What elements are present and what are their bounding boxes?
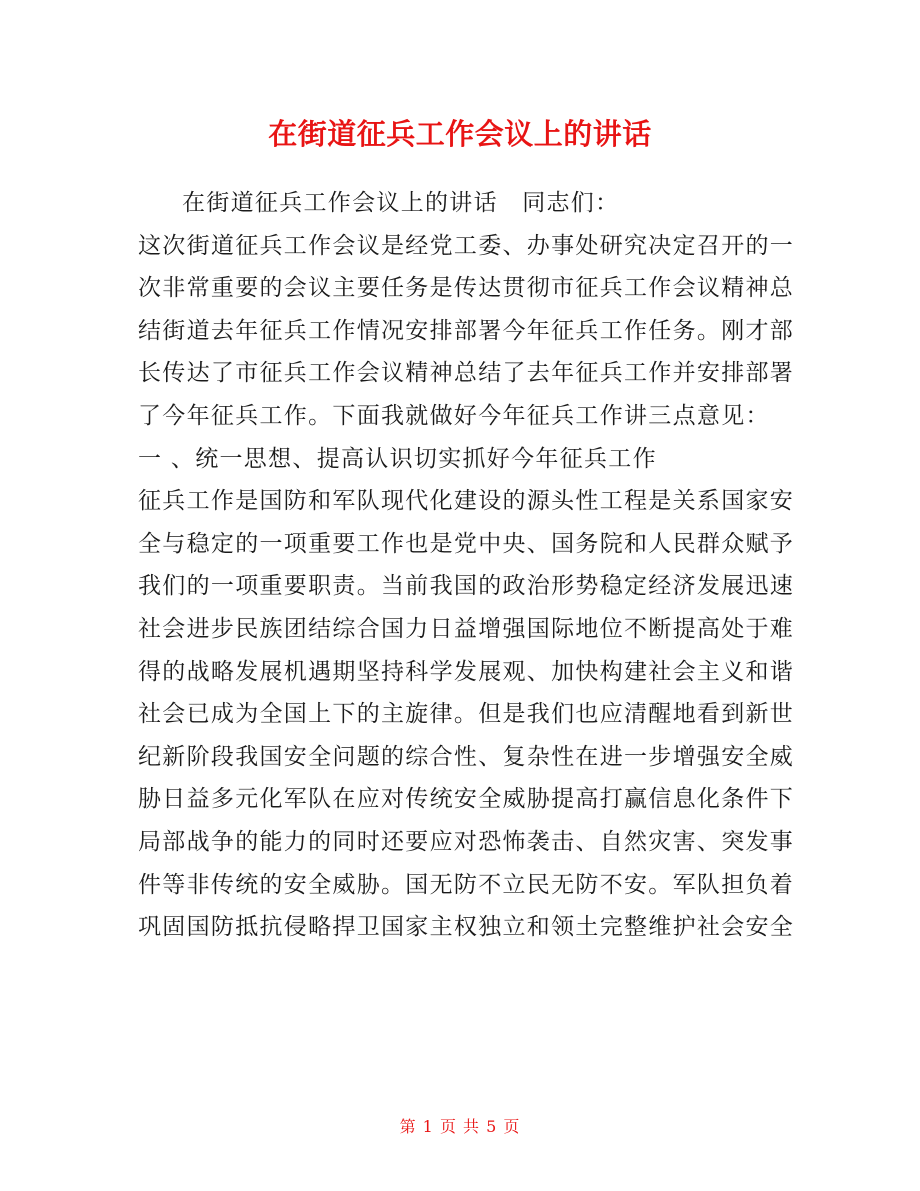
paragraph-line: 得的战略发展机遇期坚持科学发展观、加快构建社会主义和谐 [138,658,795,685]
paragraph-line: 了今年征兵工作。下面我就做好今年征兵工作讲三点意见： [138,402,770,429]
paragraph-line: 这次街道征兵工作会议是经党工委、办事处研究决定召开的一 [138,232,795,259]
paragraph-line: 次非常重要的会议主要任务是传达贯彻市征兵工作会议精神总 [138,275,795,302]
paragraph-line: 胁日益多元化军队在应对传统安全威胁提高打赢信息化条件下 [138,786,795,813]
paragraph-line: 件等非传统的安全威胁。国无防不立民无防不安。军队担负着 [138,871,795,898]
paragraph-line: 长传达了市征兵工作会议精神总结了去年征兵工作并安排部署 [138,360,795,387]
section-heading: 一 、统一思想、提高认识切实抓好今年征兵工作 [138,445,657,472]
paragraph-line: 社会进步民族团结综合国力日益增强国际地位不断提高处于难 [138,615,795,642]
paragraph-line: 社会已成为全国上下的主旋律。但是我们也应清醒地看到新世 [138,701,795,728]
paragraph-line: 我们的一项重要职责。当前我国的政治形势稳定经济发展迅速 [138,573,795,600]
paragraph-line: 全与稳定的一项重要工作也是党中央、国务院和人民群众赋予 [138,530,795,557]
paragraph-line: 巩固国防抵抗侵略捍卫国家主权独立和领土完整维护社会安全 [138,914,795,941]
page-number-footer: 第 1 页 共 5 页 [399,1117,521,1136]
document-title: 在街道征兵工作会议上的讲话 [268,117,652,151]
document-body [138,182,795,949]
paragraph-line: 局部战争的能力的同时还要应对恐怖袭击、自然灾害、突发事 [138,828,795,855]
paragraph-line: 征兵工作是国防和军队现代化建设的源头性工程是关系国家安 [138,488,795,515]
paragraph-line: 纪新阶段我国安全问题的综合性、复杂性在进一步增强安全威 [138,743,795,770]
paragraph-line: 在街道征兵工作会议上的讲话 同志们： [182,190,620,216]
paragraph-line: 结街道去年征兵工作情况安排部署今年征兵工作任务。刚才部 [138,317,795,344]
